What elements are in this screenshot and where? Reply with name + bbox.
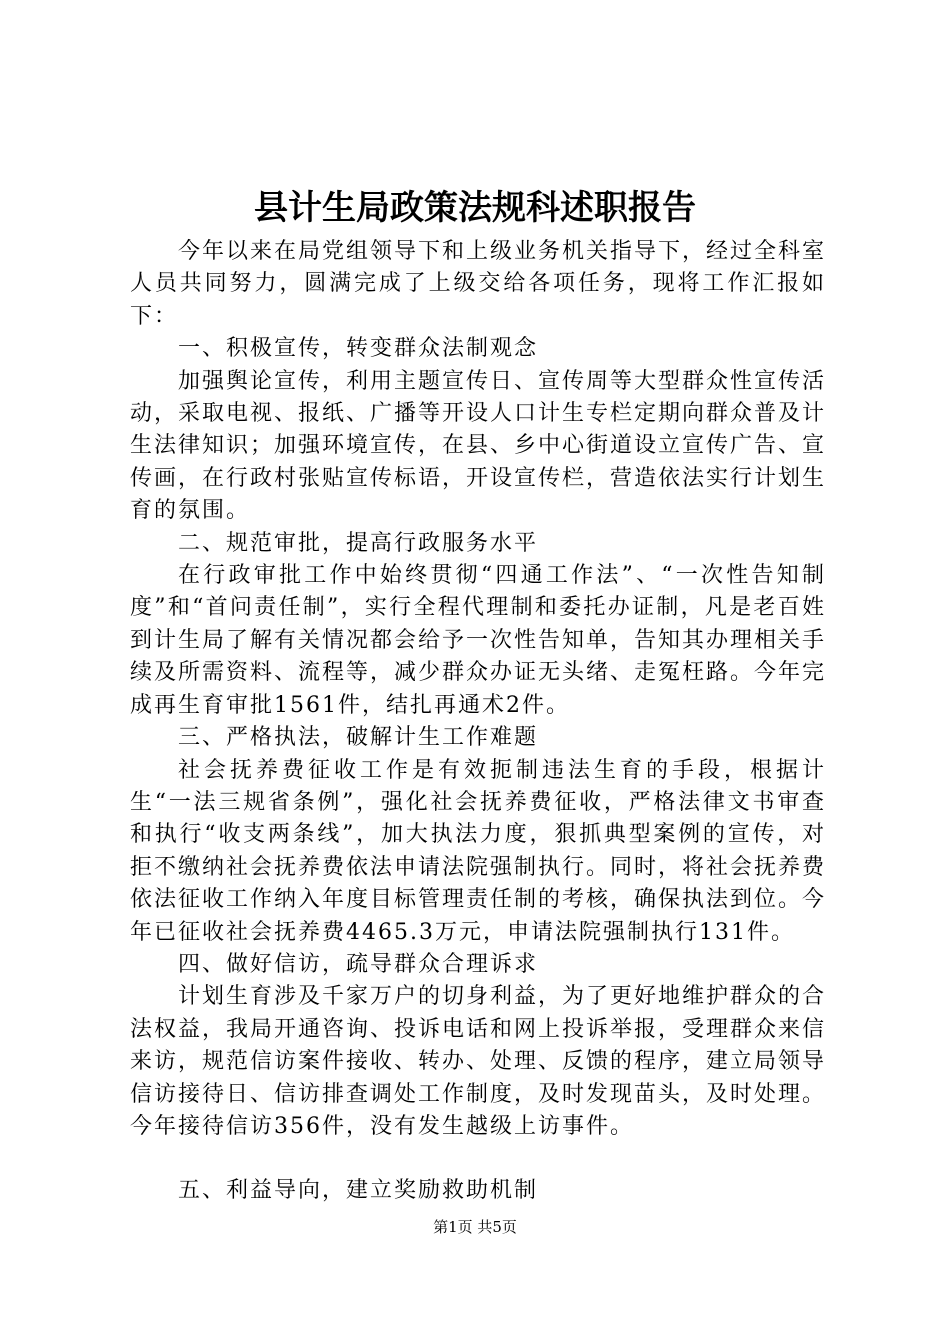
paragraph-section-4: 计划生育涉及千家万户的切身利益，为了更好地维护群众的合法权益，我局开通咨询、投诉电话和网上投诉举报，受理群众来信来访，规范信访案件接收、转办、处理、反馈的程序，建立局领导信访接待日、信访排查调处工作制度，及时发现苗头，及时处理。今年接待信访356件，没有发生越级上访事件。	[130, 984, 827, 1139]
paragraph-section-1: 加强舆论宣传，利用主题宣传日、宣传周等大型群众性宣传活动，采取电视、报纸、广播等开设人口计生专栏定期向群众普及计生法律知识；加强环境宣传，在县、乡中心街道设立宣传广告、宣传画，在行政村张贴宣传标语，开设宣传栏，营造依法实行计划生育的氛围。	[130, 368, 827, 524]
paragraph-section-3: 社会抚养费征收工作是有效扼制违法生育的手段，根据计生“一法三规省条例”，强化社会抚养费征收，严格法律文书审查和执行“收支两条线”，加大执法力度，狠抓典型案例的宣传，对拒不缴纳社会抚养费依法申请法院强制执行。同时，将社会抚养费依法征收工作纳入年度目标管理责任制的考核，确保执法到位。今年已征收社会抚养费4465.3万元，申请法院强制执行131件。	[130, 757, 827, 945]
paragraph-intro: 今年以来在局党组领导下和上级业务机关指导下，经过全科室人员共同努力，圆满完成了上级交给各项任务，现将工作汇报如下：	[130, 239, 827, 329]
section-heading-5: 五、利益导向，建立奖励救助机制	[178, 1178, 539, 1204]
section-heading-3: 三、严格执法，破解计生工作难题	[178, 725, 539, 751]
section-heading-4: 四、做好信访，疏导群众合理诉求	[178, 951, 539, 977]
section-heading-2: 二、规范审批，提高行政服务水平	[178, 530, 539, 556]
paragraph-section-2: 在行政审批工作中始终贯彻“四通工作法”、“一次性告知制度”和“首问责任制”，实行全程代理制和委托办证制，凡是老百姓到计生局了解有关情况都会给予一次性告知单，告知其办理相关手续及所需资料、流程等，减少群众办证无头绪、走冤枉路。今年完成再生育审批1561件，结扎再通术2件。	[130, 563, 827, 718]
page-number: 第1页 共5页	[433, 1218, 517, 1236]
document-body	[130, 236, 826, 1208]
section-heading-1: 一、积极宣传，转变群众法制观念	[178, 336, 539, 362]
document-title: 县计生局政策法规科述职报告	[254, 188, 696, 228]
